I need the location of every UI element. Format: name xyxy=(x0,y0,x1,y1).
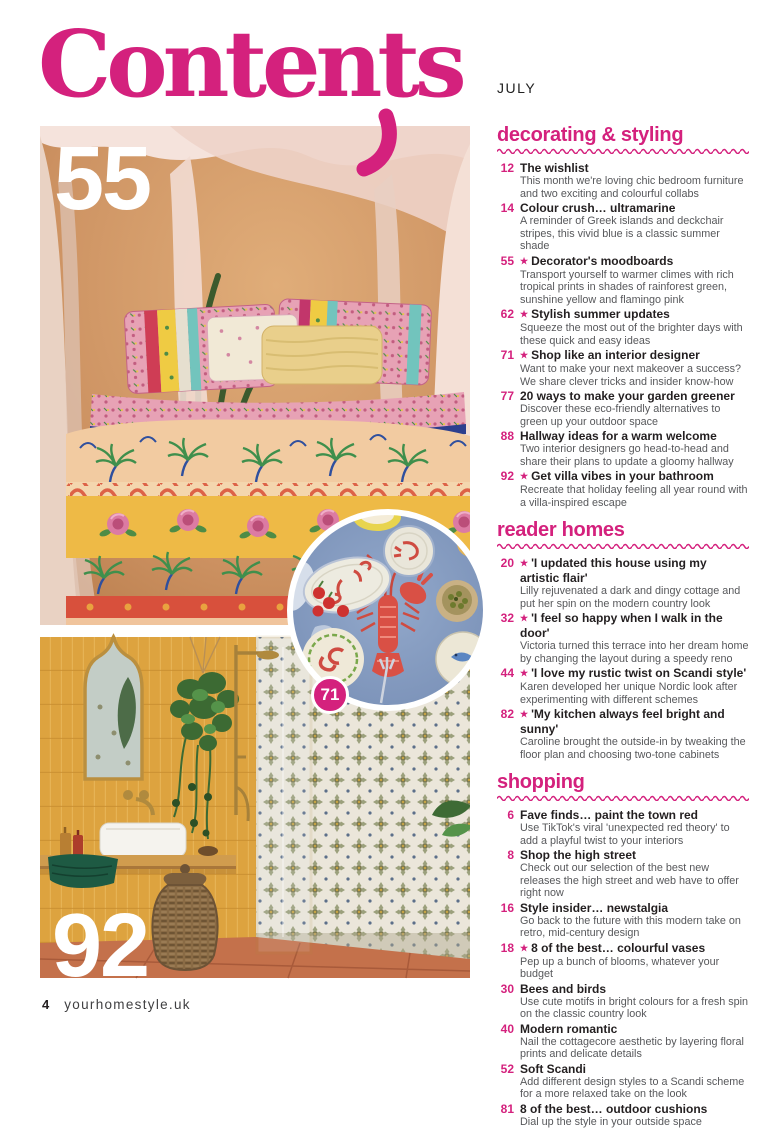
entry-page-number: 16 xyxy=(500,900,514,915)
entry-description: Want to make your next makeover a success? We share clever tricks and insider know-how xyxy=(520,363,742,388)
entry-title xyxy=(520,161,749,175)
entry-page-number: 77 xyxy=(500,389,514,403)
section-heading: decorating & styling xyxy=(497,124,684,146)
entry-description: Go back to the future with this modern take on retro, mid-century design xyxy=(520,914,741,939)
section-entries xyxy=(497,161,749,509)
section-heading-wrap xyxy=(497,771,749,801)
entry-page-number: 20 xyxy=(500,556,514,570)
entry-title xyxy=(520,1102,749,1116)
section-heading-wrap xyxy=(497,124,749,154)
entry-title xyxy=(520,982,749,996)
entry-title-text: Fave finds… paint the town red xyxy=(520,808,699,822)
entry-page-number: 40 xyxy=(500,1021,514,1036)
entry-description: Caroline brought the outside-in by tweaking the floor plan and choosing two-tone cabinets xyxy=(520,736,746,761)
entry-page-number: 32 xyxy=(500,611,514,625)
star-icon: ★ xyxy=(520,558,529,568)
entry-title-text: Shop like an interior designer xyxy=(531,348,700,362)
entry-title-text: Decorator's moodboards xyxy=(531,253,674,268)
toc-entry xyxy=(497,469,749,509)
toc-entry xyxy=(497,1022,749,1061)
entry-description: Victoria turned this terrace into her dream home by changing the layout during a speedy reno xyxy=(520,640,749,665)
entry-title-text: Style insider… newstalgia xyxy=(520,900,669,915)
toc-entry xyxy=(497,808,749,847)
toc-entry xyxy=(497,1062,749,1101)
entry-title xyxy=(520,666,749,681)
entry-title-text: The wishlist xyxy=(520,161,589,175)
toc-section xyxy=(497,124,749,509)
badge-number: 71 xyxy=(320,685,340,704)
olive-bowl xyxy=(436,580,478,622)
entry-title xyxy=(520,1062,749,1076)
entry-page-number: 62 xyxy=(500,307,514,321)
toc-entry xyxy=(497,348,749,388)
toc-entry xyxy=(497,389,749,428)
entry-page-number: 52 xyxy=(500,1061,514,1076)
toc-section xyxy=(497,519,749,761)
section-entries xyxy=(497,808,749,1128)
entry-description: Use cute motifs in bright colours for a fresh spin on the classic country look xyxy=(520,995,749,1020)
entry-title-text: 'I updated this house using my artistic flair' xyxy=(520,556,707,585)
tablescape-page-badge xyxy=(311,676,349,714)
entry-page-number: 12 xyxy=(500,161,514,175)
entry-title-text: Shop the high street xyxy=(520,848,637,862)
entry-description: Use TikTok's viral 'unexpected red theory' to add a playful twist to your interiors xyxy=(520,822,730,847)
entry-description: Add different design styles to a Scandi scheme for a more relaxed take on the look xyxy=(520,1075,745,1100)
title-swash-decoration xyxy=(356,114,400,178)
toc-entry xyxy=(497,848,749,900)
entry-description: This month we're loving chic bedroom furniture and two exciting and colourful collabs xyxy=(520,175,744,200)
entry-title-text: Get villa vibes in your bathroom xyxy=(531,469,714,483)
wavy-underline-decoration xyxy=(497,794,749,801)
entry-page-number: 81 xyxy=(500,1101,514,1116)
entry-title xyxy=(520,389,749,403)
issue-month: JULY xyxy=(497,80,537,96)
entry-title xyxy=(520,808,749,822)
toc-entry xyxy=(497,254,749,307)
bathroom-page-number: 92 xyxy=(52,896,149,996)
entry-page-number: 14 xyxy=(500,201,514,215)
toc-entry xyxy=(497,1102,749,1129)
star-icon: ★ xyxy=(520,255,529,266)
toc-entry xyxy=(497,161,749,200)
entry-title xyxy=(520,556,749,585)
toc-entry xyxy=(497,307,749,347)
star-icon: ★ xyxy=(520,613,529,623)
toc-entry xyxy=(497,982,749,1021)
star-icon: ★ xyxy=(520,309,529,319)
wavy-underline-decoration xyxy=(497,147,749,154)
toc-section xyxy=(497,771,749,1128)
section-heading-wrap xyxy=(497,519,749,549)
section-heading: shopping xyxy=(497,771,585,793)
entry-title-text: Bees and birds xyxy=(520,981,607,996)
entry-page-number: 82 xyxy=(500,707,514,721)
entry-page-number: 92 xyxy=(500,469,514,483)
entry-page-number: 88 xyxy=(500,429,514,443)
folio-page-number: 4 xyxy=(42,997,50,1012)
bedroom-page-number: 55 xyxy=(54,129,151,229)
toc-entry xyxy=(497,901,749,940)
toc-entry xyxy=(497,556,749,610)
lobster-plate xyxy=(384,526,434,576)
entry-description: Transport yourself to warmer climes with rich tropical prints in shades of rainforest green, sunshine yellow and flamingo pink xyxy=(520,268,734,306)
entry-title-text: 8 of the best… colourful vases xyxy=(531,940,706,955)
page-footer xyxy=(42,997,191,1012)
entry-description: Dial up the style in your outside space xyxy=(520,1115,702,1128)
entry-page-number: 30 xyxy=(500,981,514,996)
toc-entry xyxy=(497,201,749,253)
toc xyxy=(497,124,749,1138)
section-heading: reader homes xyxy=(497,519,625,541)
toc-entry xyxy=(497,941,749,981)
entry-title xyxy=(520,201,749,215)
entry-title xyxy=(520,1022,749,1036)
star-icon: ★ xyxy=(520,942,529,953)
entry-title xyxy=(520,429,749,443)
star-icon: ★ xyxy=(520,471,529,481)
wavy-underline-decoration xyxy=(497,542,749,549)
star-icon: ★ xyxy=(520,350,529,360)
entry-title xyxy=(520,941,749,956)
entry-description: A reminder of Greek islands and deckchair stripes, this vivid blue is a classic summer shade xyxy=(520,215,724,252)
entry-description: Pep up a bunch of blooms, whatever your budget xyxy=(520,955,720,980)
entry-title xyxy=(520,611,749,640)
entry-title xyxy=(520,901,749,915)
page-title: Contents xyxy=(38,10,462,118)
entry-title-text: Hallway ideas for a warm welcome xyxy=(520,429,717,443)
star-icon: ★ xyxy=(520,668,529,678)
entry-title xyxy=(520,707,749,736)
entry-title xyxy=(520,848,749,862)
entry-title xyxy=(520,307,749,322)
entry-title-text: Soft Scandi xyxy=(520,1061,587,1076)
entry-description: Recreate that holiday feeling all year round with a villa-inspired escape xyxy=(520,484,748,509)
entry-title-text: Modern romantic xyxy=(520,1021,618,1036)
entry-description: Discover these eco-friendly alternatives to green up your outdoor space xyxy=(520,403,721,428)
entry-description: Lilly rejuvenated a dark and dingy cottage and put her spin on the modern country look xyxy=(520,585,741,610)
toc-entry xyxy=(497,707,749,761)
entry-page-number: 44 xyxy=(500,666,514,680)
entry-title-text: Colour crush… ultramarine xyxy=(520,201,676,215)
entry-page-number: 71 xyxy=(500,348,514,362)
entry-description: Two interior designers go head-to-head and share their plans to update a gloomy hallway xyxy=(520,443,734,468)
entry-title-text: 'I love my rustic twist on Scandi style' xyxy=(531,666,747,680)
entry-title-text: 20 ways to make your garden greener xyxy=(520,389,735,403)
entry-page-number: 8 xyxy=(507,848,514,862)
website-url: yourhomestyle.uk xyxy=(64,997,191,1012)
toc-entry xyxy=(497,429,749,468)
entry-title xyxy=(520,254,749,269)
entry-title-text: 'My kitchen always feel bright and sunny' xyxy=(520,707,725,736)
entry-title xyxy=(520,469,749,484)
entry-title-text: 'I feel so happy when I walk in the door' xyxy=(520,611,723,640)
entry-description: Karen developed her unique Nordic look after experimenting with different schemes xyxy=(520,681,738,706)
entry-description: Squeeze the most out of the brighter days with these quick and easy ideas xyxy=(520,322,743,347)
entry-title-text: 8 of the best… outdoor cushions xyxy=(520,1101,708,1116)
toc-entry xyxy=(497,611,749,665)
entry-description: Check out our selection of the best new releases the high street and web have to offer right now xyxy=(520,862,739,899)
star-icon: ★ xyxy=(520,709,529,719)
entry-title xyxy=(520,348,749,363)
entry-description: Nail the cottagecore aesthetic by layering floral prints and delicate details xyxy=(520,1035,744,1060)
section-entries xyxy=(497,556,749,761)
toc-entry xyxy=(497,666,749,706)
entry-title-text: Stylish summer updates xyxy=(531,307,670,321)
entry-page-number: 18 xyxy=(500,940,514,955)
entry-page-number: 6 xyxy=(507,808,514,822)
entry-page-number: 55 xyxy=(500,253,514,268)
